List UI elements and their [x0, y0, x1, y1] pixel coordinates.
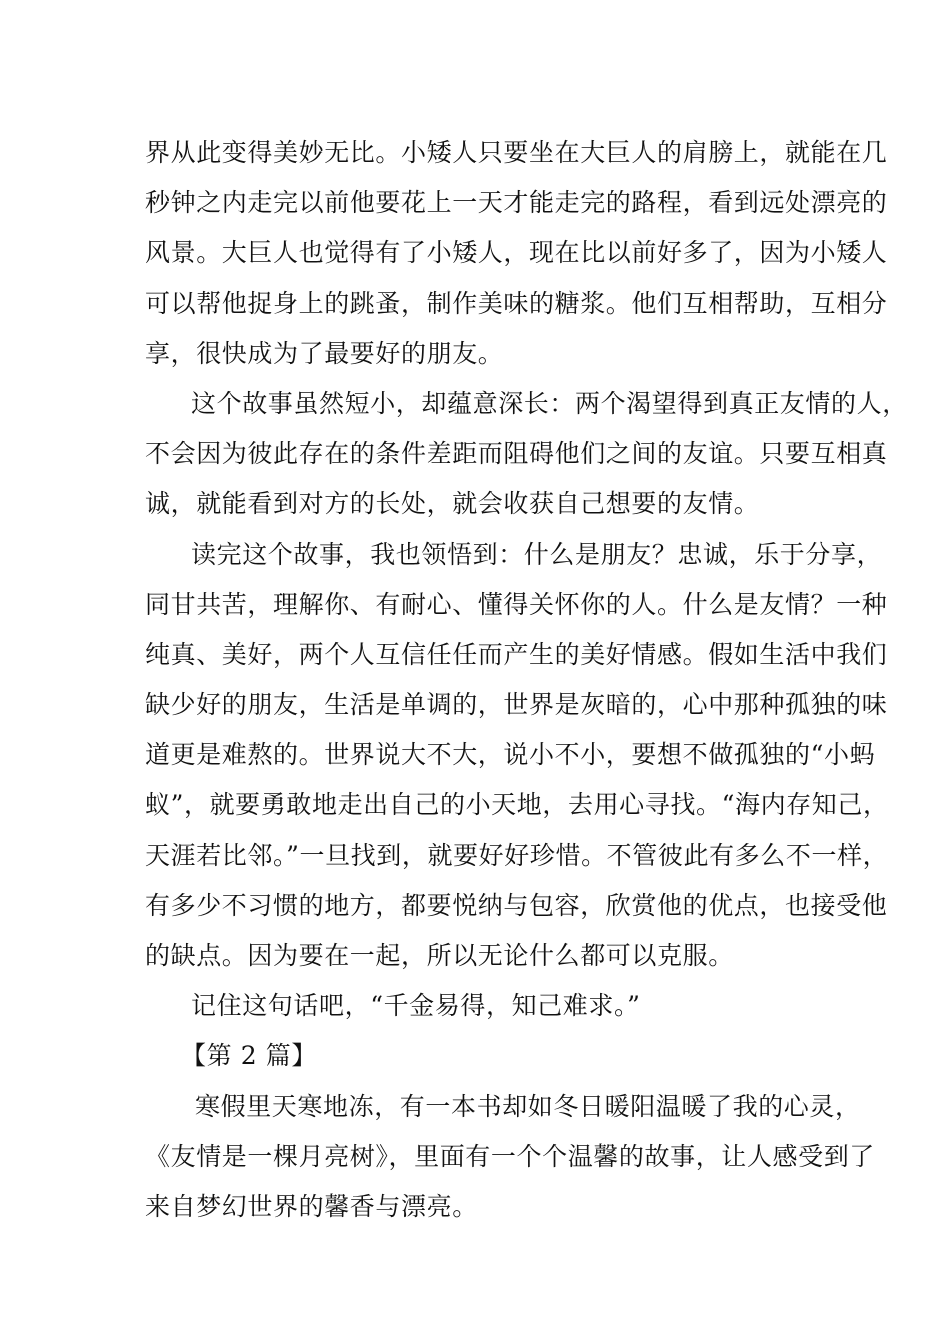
paragraph-start-line: 这个故事虽然短小，却蕴意深长：两个渴望得到真正友情的人， — [191, 388, 908, 418]
text-line: 缺少好的朋友，生活是单调的，世界是灰暗的，心中那种孤独的味 — [145, 690, 888, 720]
text-line: 界从此变得美妙无比。小矮人只要坐在大巨人的肩膀上，就能在几 — [145, 138, 888, 167]
text-line: 《友情是一棵月亮树》，里面有一个个温馨的故事，让人感受到了 — [145, 1141, 875, 1171]
text-line: 可以帮他捉身上的跳蚤，制作美味的糖浆。他们互相帮助，互相分 — [145, 288, 888, 318]
text-line: 纯真、美好，两个人互信任任而产生的美好情感。假如生活中我们 — [145, 639, 888, 669]
text-line: 不会因为彼此存在的条件差距而阻碍他们之间的友谊。只要互相真 — [145, 439, 888, 469]
text-line: 蚁”，就要勇敢地走出自己的小天地，去用心寻找。“海内存知己， — [145, 790, 889, 820]
section-heading: 【第 2 篇】 — [181, 1041, 317, 1071]
text-line: 天涯若比邻。”一旦找到，就要好好珍惜。不管彼此有多么不一样， — [145, 840, 889, 870]
paragraph-start-line: 记住这句话吧，“千金易得，知己难求。” — [191, 991, 641, 1021]
text-line: 风景。大巨人也觉得有了小矮人，现在比以前好多了，因为小矮人 — [145, 238, 888, 268]
text-line: 秒钟之内走完以前他要花上一天才能走完的路程，看到远处漂亮的 — [145, 188, 888, 218]
paragraph-start-line: 寒假里天寒地冻，有一本书却如冬日暖阳温暖了我的心灵， — [195, 1091, 861, 1121]
text-line: 有多少不习惯的地方，都要悦纳与包容，欣赏他的优点，也接受他 — [145, 890, 888, 920]
paragraph-start-line: 读完这个故事，我也领悟到：什么是朋友？忠诚，乐于分享， — [191, 539, 883, 569]
text-line: 诚，就能看到对方的长处，就会收获自己想要的友情。 — [145, 489, 760, 519]
text-line: 的缺点。因为要在一起，所以无论什么都可以克服。 — [145, 941, 734, 970]
text-line: 道更是难熬的。世界说大不大，说小不小，要想不做孤独的“小蚂 — [145, 740, 876, 770]
text-line: 同甘共苦，理解你、有耐心、懂得关怀你的人。什么是友情？一种 — [145, 589, 888, 619]
text-line: 享，很快成为了最要好的朋友。 — [145, 338, 504, 368]
text-line: 来自梦幻世界的馨香与漂亮。 — [145, 1191, 478, 1221]
document-body — [145, 128, 908, 1232]
